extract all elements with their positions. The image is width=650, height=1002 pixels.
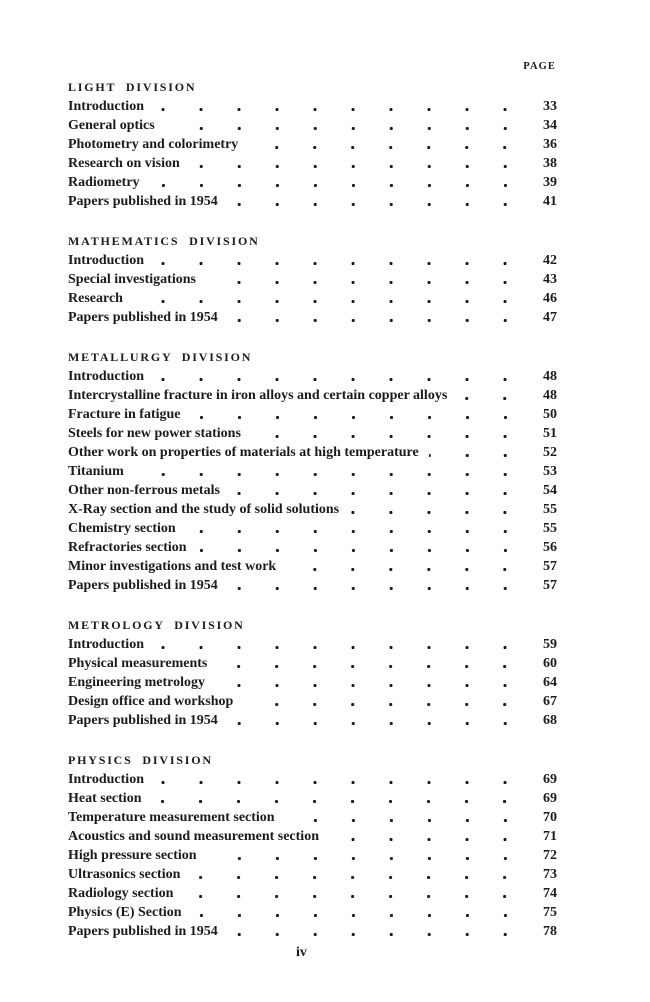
section-heading: METALLURGY DIVISION bbox=[68, 350, 253, 364]
entry-title: Radiology section bbox=[68, 886, 174, 901]
entry-title: General optics bbox=[68, 118, 155, 133]
entry-page-number: 41 bbox=[543, 194, 557, 209]
folio-page-number: iv bbox=[296, 945, 307, 960]
toc-entry-row bbox=[68, 289, 557, 308]
dot-leader bbox=[165, 126, 507, 131]
dot-leader bbox=[186, 529, 507, 534]
toc-entry-row bbox=[68, 865, 557, 884]
toc-entry-row bbox=[68, 692, 557, 711]
section-heading: PHYSICS DIVISION bbox=[68, 753, 213, 767]
entry-title: Heat section bbox=[68, 791, 142, 806]
dot-leader bbox=[286, 567, 507, 572]
entry-title: Fracture in fatigue bbox=[68, 407, 181, 422]
section-entries bbox=[68, 251, 557, 327]
dot-leader bbox=[228, 932, 507, 937]
toc-entry-row bbox=[68, 576, 557, 595]
entry-title: Special investigations bbox=[68, 272, 196, 287]
section-entries bbox=[68, 367, 557, 595]
entry-title: Ultrasonics section bbox=[68, 867, 181, 882]
toc-entry-row bbox=[68, 173, 557, 192]
dot-leader bbox=[154, 377, 507, 382]
toc-entry-row bbox=[68, 884, 557, 903]
toc-entry-row bbox=[68, 154, 557, 173]
entry-page-number: 42 bbox=[543, 253, 557, 268]
toc-sections bbox=[68, 78, 557, 941]
dot-leader bbox=[248, 145, 507, 150]
toc-entry-row bbox=[68, 386, 557, 405]
toc-entry-row bbox=[68, 405, 557, 424]
toc-entry-row bbox=[68, 770, 557, 789]
dot-leader bbox=[150, 183, 507, 188]
toc-entry-row bbox=[68, 557, 557, 576]
entry-page-number: 43 bbox=[543, 272, 557, 287]
toc-entry-row bbox=[68, 251, 557, 270]
dot-leader bbox=[228, 721, 507, 726]
entry-page-number: 53 bbox=[543, 464, 557, 479]
dot-leader bbox=[154, 107, 507, 112]
entry-title: Papers published in 1954 bbox=[68, 924, 218, 939]
dot-leader bbox=[206, 280, 507, 285]
entry-page-number: 50 bbox=[543, 407, 557, 422]
dot-leader bbox=[154, 780, 507, 785]
toc-entry-row bbox=[68, 789, 557, 808]
dot-leader bbox=[183, 894, 507, 899]
entry-title: Research on vision bbox=[68, 156, 180, 171]
dot-leader bbox=[190, 164, 507, 169]
toc-entry-row bbox=[68, 711, 557, 730]
entry-title: X-Ray section and the study of solid solutions bbox=[68, 502, 340, 517]
entry-title: Papers published in 1954 bbox=[68, 578, 218, 593]
entry-title: Physical measurements bbox=[68, 656, 208, 671]
dot-leader bbox=[154, 261, 507, 266]
entry-page-number: 60 bbox=[543, 656, 557, 671]
entry-title: Engineering metrology bbox=[68, 675, 206, 690]
toc-entry-row bbox=[68, 827, 557, 846]
entry-page-number: 56 bbox=[543, 540, 557, 555]
entry-page-number: 47 bbox=[543, 310, 557, 325]
dot-leader bbox=[329, 837, 507, 842]
entry-page-number: 70 bbox=[543, 810, 557, 825]
entry-page-number: 72 bbox=[543, 848, 557, 863]
entry-page-number: 52 bbox=[543, 445, 557, 460]
entry-page-number: 57 bbox=[543, 559, 557, 574]
entry-title: Photometry and colorimetry bbox=[68, 137, 239, 152]
entry-title: High pressure section bbox=[68, 848, 197, 863]
entry-title: Papers published in 1954 bbox=[68, 310, 218, 325]
page-column-header: PAGE bbox=[523, 61, 556, 72]
toc-entry-row bbox=[68, 903, 557, 922]
toc-entry-row bbox=[68, 443, 557, 462]
toc-entry-row bbox=[68, 519, 557, 538]
entry-page-number: 74 bbox=[543, 886, 557, 901]
entry-title: Steels for new power stations bbox=[68, 426, 241, 441]
entry-page-number: 73 bbox=[543, 867, 557, 882]
entry-title: Introduction bbox=[68, 253, 144, 268]
toc-entry-row bbox=[68, 500, 557, 519]
entry-page-number: 55 bbox=[543, 502, 557, 517]
dot-leader bbox=[228, 586, 507, 591]
entry-page-number: 67 bbox=[543, 694, 557, 709]
entry-page-number: 59 bbox=[543, 637, 557, 652]
entry-title: Introduction bbox=[68, 99, 144, 114]
toc-entry-row bbox=[68, 673, 557, 692]
dot-leader bbox=[429, 453, 507, 458]
entry-page-number: 68 bbox=[543, 713, 557, 728]
section-entries bbox=[68, 97, 557, 211]
dot-leader bbox=[217, 664, 507, 669]
dot-leader bbox=[192, 913, 507, 918]
entry-page-number: 57 bbox=[543, 578, 557, 593]
entry-title: Design office and workshop bbox=[68, 694, 234, 709]
entry-title: Physics (E) Section bbox=[68, 905, 182, 920]
dot-leader bbox=[251, 434, 507, 439]
dot-leader bbox=[154, 645, 507, 650]
toc-section bbox=[68, 751, 557, 941]
table-of-contents bbox=[68, 0, 557, 962]
entry-title: Radiometry bbox=[68, 175, 140, 190]
toc-entry-row bbox=[68, 116, 557, 135]
toc-entry-row bbox=[68, 270, 557, 289]
entry-title: Titanium bbox=[68, 464, 124, 479]
dot-leader bbox=[191, 415, 508, 420]
dot-leader bbox=[215, 683, 507, 688]
entry-title: Acoustics and sound measurement section bbox=[68, 829, 319, 844]
entry-page-number: 48 bbox=[543, 369, 557, 384]
dot-leader bbox=[207, 856, 507, 861]
entry-page-number: 48 bbox=[543, 388, 557, 403]
entry-title: Other work on properties of materials at high temperature bbox=[68, 445, 419, 460]
toc-section bbox=[68, 232, 557, 327]
entry-page-number: 75 bbox=[543, 905, 557, 920]
entry-title: Introduction bbox=[68, 369, 144, 384]
entry-title: Other non-ferrous metals bbox=[68, 483, 220, 498]
dot-leader bbox=[197, 548, 507, 553]
entry-page-number: 38 bbox=[543, 156, 557, 171]
toc-entry-row bbox=[68, 808, 557, 827]
dot-leader bbox=[228, 318, 507, 323]
section-entries bbox=[68, 635, 557, 730]
entry-page-number: 54 bbox=[543, 483, 557, 498]
entry-page-number: 69 bbox=[543, 772, 557, 787]
dot-leader bbox=[457, 396, 507, 401]
entry-title: Refractories section bbox=[68, 540, 187, 555]
entry-page-number: 55 bbox=[543, 521, 557, 536]
toc-section bbox=[68, 78, 557, 211]
entry-title: Papers published in 1954 bbox=[68, 713, 218, 728]
toc-section bbox=[68, 616, 557, 730]
entry-title: Temperature measurement section bbox=[68, 810, 275, 825]
toc-entry-row bbox=[68, 367, 557, 386]
dot-leader bbox=[134, 472, 507, 477]
dot-leader bbox=[133, 299, 507, 304]
toc-entry-row bbox=[68, 635, 557, 654]
dot-leader bbox=[349, 510, 507, 515]
entry-title: Research bbox=[68, 291, 123, 306]
entry-page-number: 78 bbox=[543, 924, 557, 939]
entry-page-number: 51 bbox=[543, 426, 557, 441]
toc-entry-row bbox=[68, 481, 557, 500]
dot-leader bbox=[285, 818, 507, 823]
entry-title: Introduction bbox=[68, 772, 144, 787]
toc-entry-row bbox=[68, 192, 557, 211]
entry-page-number: 64 bbox=[543, 675, 557, 690]
toc-entry-row bbox=[68, 654, 557, 673]
entry-page-number: 71 bbox=[543, 829, 557, 844]
entry-title: Chemistry section bbox=[68, 521, 176, 536]
toc-entry-row bbox=[68, 846, 557, 865]
dot-leader bbox=[230, 491, 507, 496]
section-heading: MATHEMATICS DIVISION bbox=[68, 234, 260, 248]
toc-section bbox=[68, 348, 557, 595]
entry-page-number: 46 bbox=[543, 291, 557, 306]
section-entries bbox=[68, 770, 557, 941]
entry-title: Intercrystalline fracture in iron alloys and certain copper alloys bbox=[68, 388, 448, 403]
toc-entry-row bbox=[68, 135, 557, 154]
dot-leader bbox=[190, 875, 507, 880]
entry-page-number: 69 bbox=[543, 791, 557, 806]
toc-entry-row bbox=[68, 97, 557, 116]
entry-page-number: 39 bbox=[543, 175, 557, 190]
entry-title: Introduction bbox=[68, 637, 144, 652]
section-heading: LIGHT DIVISION bbox=[68, 80, 197, 94]
toc-entry-row bbox=[68, 308, 557, 327]
entry-page-number: 34 bbox=[543, 118, 557, 133]
entry-page-number: 36 bbox=[543, 137, 557, 152]
toc-entry-row bbox=[68, 538, 557, 557]
dot-leader bbox=[243, 702, 507, 707]
dot-leader bbox=[151, 799, 507, 804]
toc-entry-row bbox=[68, 462, 557, 481]
entry-page-number: 33 bbox=[543, 99, 557, 114]
toc-entry-row bbox=[68, 424, 557, 443]
dot-leader bbox=[228, 202, 507, 207]
entry-title: Minor investigations and test work bbox=[68, 559, 277, 574]
toc-entry-row bbox=[68, 922, 557, 941]
entry-title: Papers published in 1954 bbox=[68, 194, 218, 209]
section-heading: METROLOGY DIVISION bbox=[68, 618, 245, 632]
